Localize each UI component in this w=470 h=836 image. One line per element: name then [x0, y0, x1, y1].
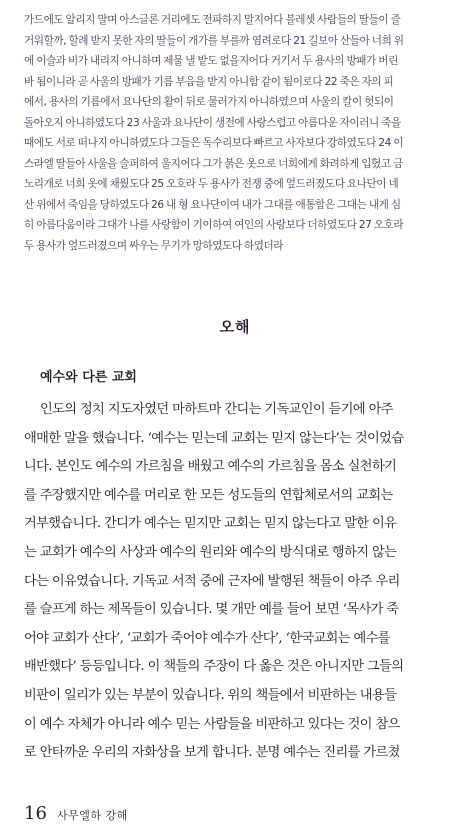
scripture-line: 에 이슬과 비가 내리지 아니하며 제물 낼 밭도 없을지어다 거기서 두 용사의 방패가 버린	[24, 55, 398, 67]
section-title: 오해	[219, 318, 251, 336]
body-line: 니다. 본인도 예수의 가르침을 배웠고 예수의 가르침을 몸소 실천하기	[24, 459, 397, 475]
body-line: 애매한 말을 했습니다. ‘예수는 믿는데 교회는 믿지 않는다’는 것이었습	[24, 430, 404, 446]
scripture-line: 두 용사가 엎드러졌으며 싸우는 무기가 망하였도다 하였더라	[24, 239, 284, 252]
scripture-line: 거워할까, 할례 받지 못한 자의 딸들이 개가를 부를까 염려로다 21 길보아 산들아 너희 위	[24, 34, 404, 47]
scripture-line: 노리개로 너희 옷에 채웠도다 25 오호라 두 용사가 전쟁 중에 엎드러졌도다 요나단이 네	[24, 178, 399, 190]
scripture-line: 때에도 서로 떠나지 아니하였도다 그들은 독수리보다 빠르고 사자보다 강하였도다 24 이	[24, 137, 404, 149]
scripture-line: 바 됨이니라 곧 사울의 방패가 기름 부음을 받지 아니함 같이 됨이로다 22 죽은 자의 피	[24, 75, 394, 88]
scripture-line: 산 위에서 죽임을 당하였도다 26 내 형 요나단이여 내가 그대를 애통함은 그대는 내게 심	[24, 198, 401, 211]
body-line: 비판이 일리가 있는 부분이 있습니다. 위의 책들에서 비판하는 내용들	[24, 687, 397, 703]
subheading: 예수와 다른 교회	[40, 370, 137, 385]
body-line: 를 주장했지만 예수를 머리로 한 모든 성도들의 연합체로서의 교회는	[24, 487, 393, 503]
scripture-line: 스라엘 딸들아 사울을 슬퍼하여 울지어다 그가 붉은 옷으로 너희에게 화려하게 입혔고 금	[24, 157, 403, 170]
body-line: 배반했다’ 등등입니다. 이 책들의 주장이 다 옳은 것은 아니지만 그들의	[24, 659, 404, 675]
body-line: 인도의 정치 지도자였던 마하트마 간디는 기독교인이 듣기에 아주	[40, 402, 393, 417]
scripture-passage	[24, 10, 450, 256]
running-title: 사무엘하 강해	[57, 809, 128, 822]
body-line: 어야 교회가 산다’, ‘교회가 죽어야 예수가 산다’, ‘한국교회는 예수를	[24, 630, 390, 646]
scripture-line: 가드에도 알리지 말며 아스글론 거리에도 전파하지 말지어다 블레셋 사람들의 딸들이 즐	[24, 14, 401, 26]
scripture-line: 에서, 용사의 기름에서 요나단의 활이 뒤로 물러가지 아니하였으며 사울의 칼이 헛되이	[24, 96, 394, 108]
body-line: 는 교회가 예수의 사상과 예수의 원리와 예수의 방식대로 행하지 않는	[24, 544, 397, 560]
page-footer	[24, 803, 128, 824]
body-line: 이 예수 자체가 아니라 예수 믿는 사람들을 비판하고 있다는 것이 참으	[24, 716, 400, 732]
body-line: 거부했습니다. 간디가 예수는 믿지만 교회는 믿지 않는다고 말한 이유	[24, 516, 397, 532]
scripture-line: 돌아오지 아니하였도다 23 사울과 요나단이 생전에 사랑스럽고 아름다운 자이러니 죽을	[24, 116, 401, 129]
body-line: 로 안타까운 우리의 자화상을 보게 합니다. 분명 예수는 진리를 가르쳤	[24, 745, 400, 761]
scripture-line: 히 아름다움이라 그대가 나를 사랑함이 기이하여 여인의 사랑보다 더하였도다 27 오호라	[24, 219, 404, 231]
page-number: 16	[24, 803, 47, 824]
body-line: 를 슬프게 하는 제목들이 있습니다. 몇 개만 예를 들어 보면 ‘목사가 죽	[24, 602, 399, 618]
body-line: 다는 이유였습니다. 기독교 서적 중에 근자에 발행된 책들이 아주 우리	[24, 573, 400, 589]
body-text	[24, 396, 450, 768]
